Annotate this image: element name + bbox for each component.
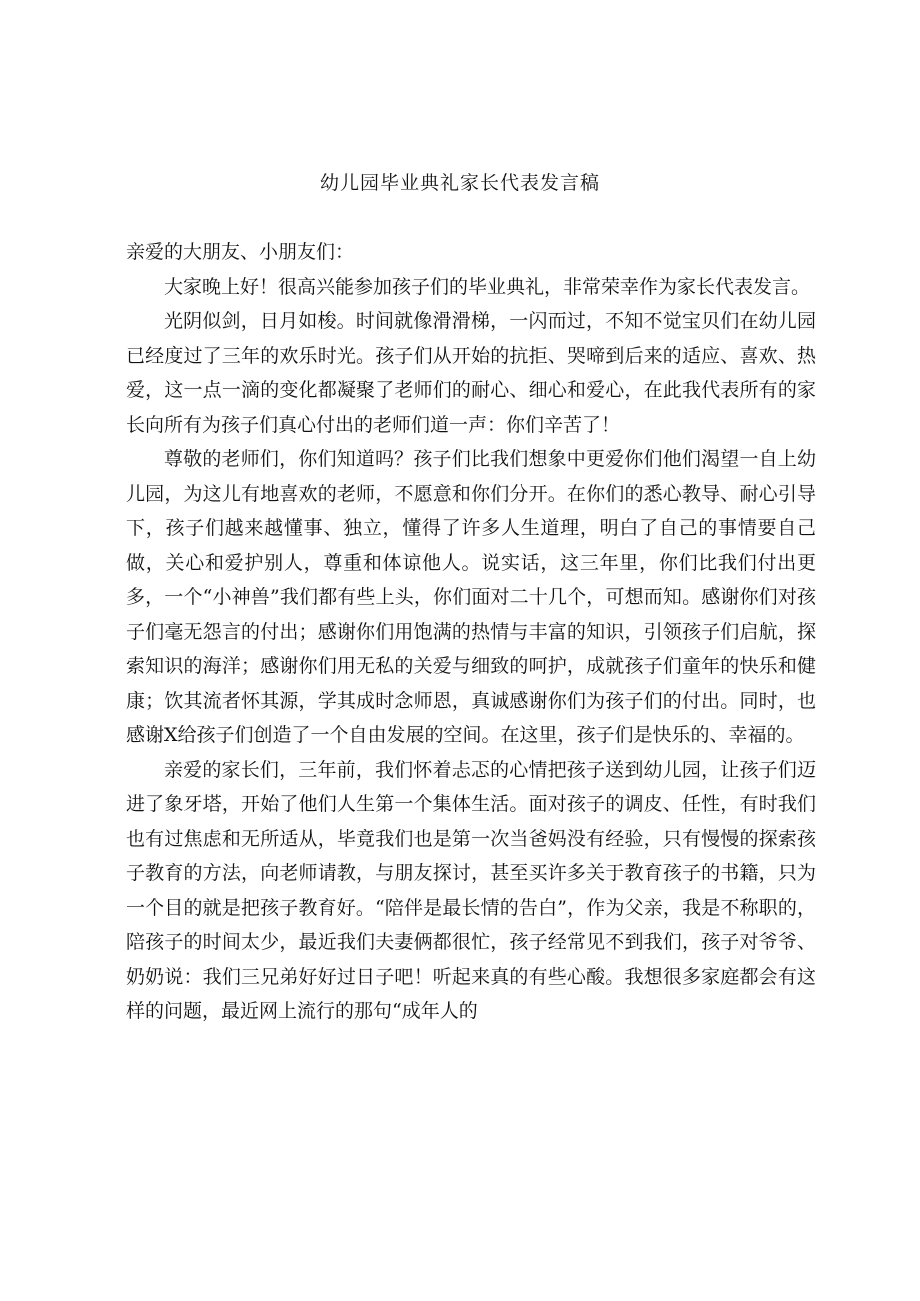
salutation: 亲爱的大朋友、小朋友们： (126, 241, 355, 263)
document-body (126, 235, 816, 1029)
document-title: 幼儿园毕业典礼家长代表发言稿 (319, 172, 600, 194)
paragraph-parents: 亲爱的家长们，三年前，我们怀着忐忑的心情把孩子送到幼儿园，让孩子们迈进了象牙塔，开始了他们人生第一个集体生活。面对孩子的调皮、任性，有时我们也有过焦虑和无所适从，毕竟我们也是第一次当爸妈没有经验，只有慢慢的探索孩子教育的方法，向老师请教，与朋友探讨，甚至买许多关于教育孩子的书籍，只为一个目的就是把孩子教育好。“陪伴是最长情的告白”，作为父亲，我是不称职的，陪孩子的时间太少，最近我们夫妻俩都很忙，孩子经常见不到我们，孩子对爷爷、奶奶说：我们三兄弟好好过日子吧！听起来真的有些心酸。我想很多家庭都会有这样的问题，最近网上流行的那句“成年人的 (126, 758, 816, 1022)
paragraph-greeting: 大家晚上好！很高兴能参加孩子们的毕业典礼，非常荣幸作为家长代表发言。 (164, 275, 811, 298)
paragraph-thanks-teachers: 尊敬的老师们，你们知道吗？孩子们比我们想象中更爱你们他们渴望一自上幼儿园，为这儿有地喜欢的老师，不愿意和你们分开。在你们的悉心教导、耐心引导下，孩子们越来越懂事、独立，懂得了许多人生道理，明白了自己的事情要自己做，关心和爱护别人，尊重和体谅他人。说实话，这三年里，你们比我们付出更多，一个“小神兽”我们都有些上头，你们面对二十几个，可想而知。感谢你们对孩子们毫无怨言的付出；感谢你们用饱满的热情与丰富的知识，引领孩子们启航，探索知识的海洋；感谢你们用无私的关爱与细致的呵护，成就孩子们童年的快乐和健康；饮其流者怀其源，学其成时念师恩，真诚感谢你们为孩子们的付出。同时，也感谢X给孩子们创造了一个自由发展的空间。在这里，孩子们是快乐的、幸福的。 (126, 448, 816, 746)
paragraph-time-passing: 光阴似剑，日月如梭。时间就像滑滑梯，一闪而过，不知不觉宝贝们在幼儿园已经度过了三年的欢乐时光。孩子们从开始的抗拒、哭啼到后来的适应、喜欢、热爱，这一点一滴的变化都凝聚了老师们的耐心、细心和爱心，在此我代表所有的家长向所有为孩子们真心付出的老师们道一声：你们辛苦了！ (126, 310, 816, 436)
